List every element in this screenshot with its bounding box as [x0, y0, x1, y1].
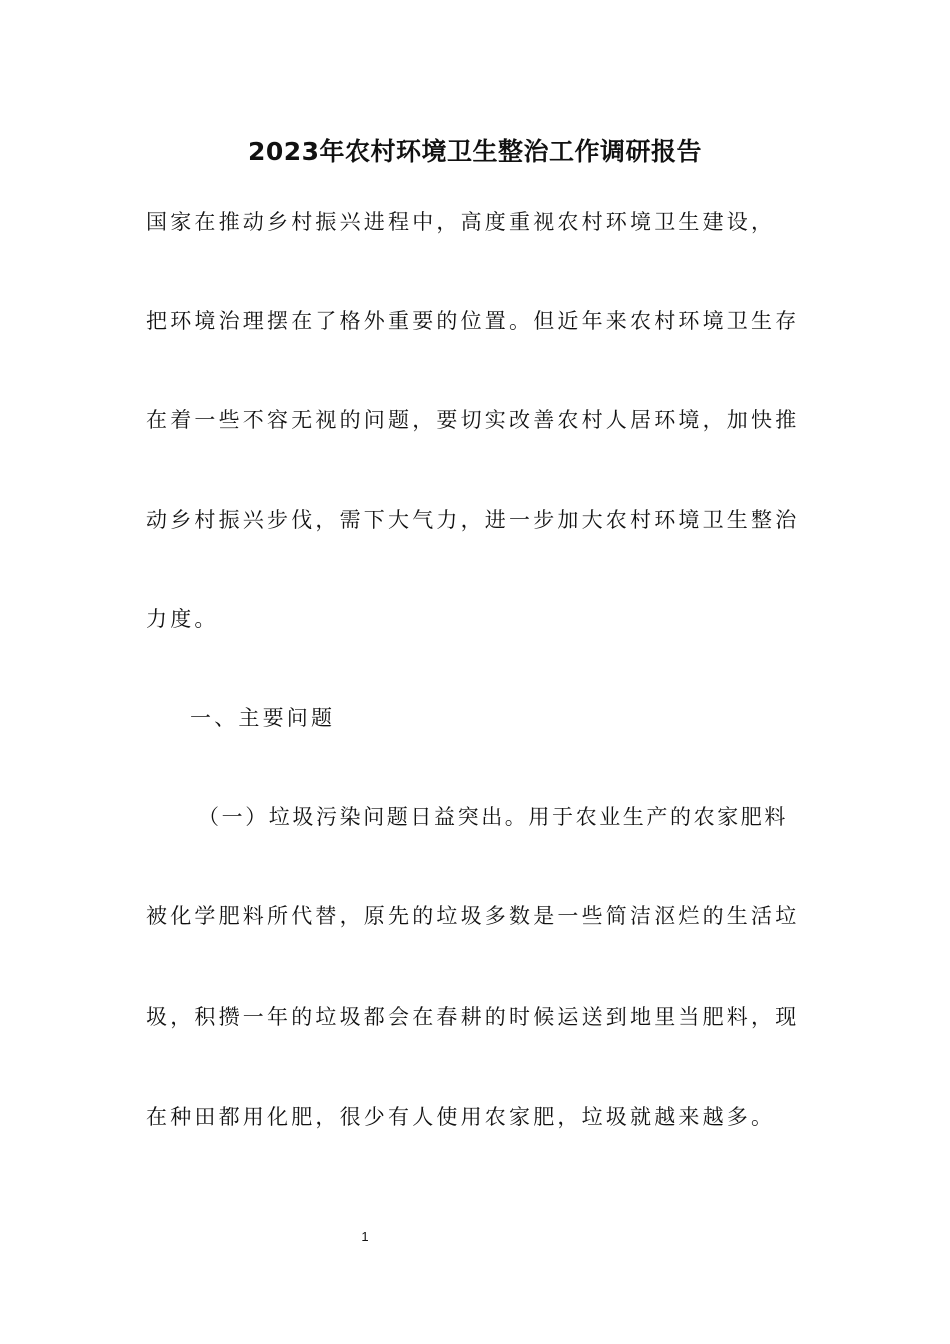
intro-line-4: 动乡村振兴步伐，需下大气力，进一步加大农村环境卫生整治 — [146, 508, 800, 532]
sub-line-4: 在种田都用化肥，很少有人使用农家肥，垃圾就越来越多。 — [146, 1105, 776, 1129]
intro-line-1: 国家在推动乡村振兴进程中，高度重视农村环境卫生建设， — [146, 210, 776, 234]
section-heading: 一、主要问题 — [190, 706, 336, 730]
sub-line-1: （一）垃圾污染问题日益突出。用于农业生产的农家肥料 — [198, 805, 788, 829]
document-title: 2023年农村环境卫生整治工作调研报告 — [247, 137, 703, 166]
intro-line-2: 把环境治理摆在了格外重要的位置。但近年来农村环境卫生存 — [146, 309, 800, 333]
sub-line-2: 被化学肥料所代替，原先的垃圾多数是一些简洁沤烂的生活垃 — [146, 904, 800, 928]
page-number: 1 — [361, 1229, 369, 1244]
sub-line-3: 圾，积攒一年的垃圾都会在春耕的时候运送到地里当肥料，现 — [146, 1005, 800, 1029]
intro-line-3: 在着一些不容无视的问题，要切实改善农村人居环境，加快推 — [146, 408, 800, 432]
intro-line-5: 力度。 — [146, 607, 219, 631]
